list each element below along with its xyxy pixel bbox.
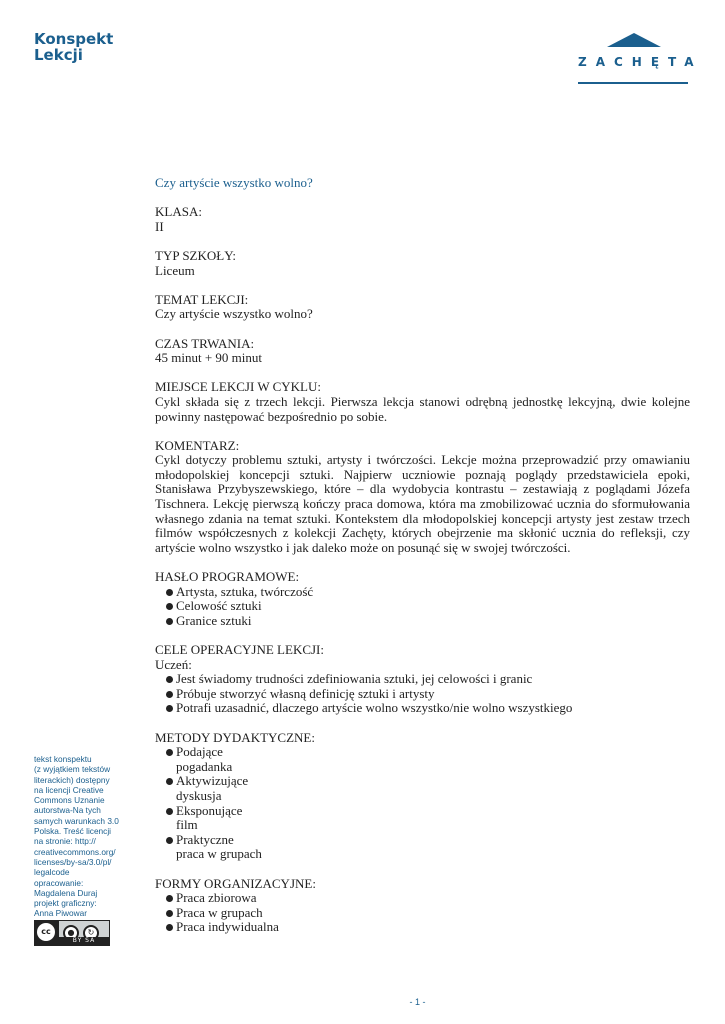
sidebar-line: tekst konspektu — [34, 754, 92, 764]
lesson-plan-body — [155, 176, 690, 949]
header-title-line1: Konspekt — [34, 30, 114, 48]
sidebar-line: creativecommons.org/ — [34, 846, 116, 857]
document-header-title — [34, 31, 113, 63]
section-metody — [155, 731, 690, 862]
list-item: Próbuje stworzyć własną definicję sztuki i artysty — [155, 687, 690, 702]
cele-list — [155, 672, 690, 716]
list-item: Granice sztuki — [155, 614, 690, 629]
haslo-list — [155, 585, 690, 629]
logo-underline — [578, 82, 688, 84]
sidebar-line: samych warunkach 3.0 — [34, 815, 119, 826]
klasa-label: KLASA: — [155, 204, 202, 220]
list-item: Praca w grupach — [155, 906, 690, 921]
list-item: Potrafi uzasadnić, dlaczego artyście wolno wszystko/nie wolno wszystkiego — [155, 701, 690, 716]
list-item: Praca zbiorowa — [155, 891, 690, 906]
typ-value: Liceum — [155, 262, 195, 278]
miejsce-text: Cykl składa się z trzech lekcji. Pierwsza lekcja stanowi odrębną jednostkę lekcyjną, dwie kolejne powinny następować bezpośrednio po sobie. — [155, 393, 690, 424]
klasa-value: II — [155, 218, 164, 234]
sidebar-line: na licencji Creative — [34, 784, 104, 795]
temat-value: Czy artyście wszystko wolno? — [155, 306, 313, 322]
section-formy — [155, 877, 690, 935]
cc-license-strip — [59, 937, 109, 945]
cele-label: CELE OPERACYJNE LEKCJI: — [155, 642, 324, 657]
section-temat — [155, 293, 690, 322]
typ-label: TYP SZKOŁY: — [155, 247, 237, 263]
sidebar-line: Magdalena Duraj — [34, 887, 98, 898]
section-komentarz — [155, 439, 690, 556]
section-typ-szkoly — [155, 249, 690, 278]
cc-sa-label: SA — [85, 937, 96, 944]
cc-logo-block — [35, 921, 59, 945]
section-klasa — [155, 205, 690, 234]
miejsce-label: MIEJSCE LEKCJI W CYKLU: — [155, 379, 321, 395]
czas-value: 45 minut + 90 minut — [155, 350, 263, 366]
list-item: Praca indywidualna — [155, 920, 690, 935]
document-title: Czy artyście wszystko wolno? — [155, 175, 313, 190]
list-item: Podające — [155, 745, 690, 760]
person-icon: ● — [63, 925, 79, 941]
sidebar-line: na stronie: http:// — [34, 836, 96, 847]
zacheta-logo — [578, 33, 703, 93]
list-item: Celowość sztuki — [155, 599, 690, 614]
list-item: Praktyczne — [155, 833, 690, 848]
list-item-detail: pogadanka — [176, 758, 233, 774]
czas-label: CZAS TRWANIA: — [155, 335, 255, 351]
list-item-detail: film — [176, 817, 198, 833]
list-item-detail: praca w grupach — [176, 846, 262, 862]
sidebar-line: legalcode — [34, 867, 70, 878]
section-cele — [155, 643, 690, 716]
list-item: Eksponujące — [155, 804, 690, 819]
sidebar-line: literackich) dostępny — [34, 774, 110, 785]
license-sidebar — [34, 754, 134, 919]
cc-icon: cc — [37, 923, 55, 941]
header-title-line2: Lekcji — [34, 46, 83, 64]
haslo-label: HASŁO PROGRAMOWE: — [155, 569, 300, 585]
list-item: Aktywizujące — [155, 774, 690, 789]
section-czas — [155, 337, 690, 366]
metody-label: METODY DYDAKTYCZNE: — [155, 729, 315, 745]
formy-label: FORMY ORGANIZACYJNE: — [155, 875, 316, 891]
temat-label: TEMAT LEKCJI: — [155, 291, 249, 307]
cele-intro: Uczeń: — [155, 656, 192, 672]
sidebar-line: opracowanie: — [34, 877, 84, 888]
sidebar-line: autorstwa-Na tych — [34, 805, 101, 816]
sidebar-line: projekt graficzny: — [34, 898, 97, 909]
sidebar-line: Commons Uznanie — [34, 795, 105, 806]
page-number: - 1 - — [409, 997, 426, 1007]
sidebar-line: (z wyjątkiem tekstów — [34, 764, 111, 775]
komentarz-text: Cykl dotyczy problemu sztuki, artysty i twórczości. Lekcje można przeprowadzić przy omawianiu młodopolskiej koncepcji sztuki. Najpierw uczniowie poznają poglądy przedstawiciela epoki, Stanisława Przybyszewskiego, które – dla wydobycia kontrastu – zestawiają z poglądami Józefa Tischnera. Lekcję pierwszą kończy praca domowa, która ma zmobilizować ucznia do sformułowania własnego zdania na temat sztuki. Kontekstem dla młodopolskiej koncepcji artysty jest zestaw trzech filmów współczesnych z kolekcji Zachęty, których obejrzenie ma skłonić ucznia do refleksji, czy artyście wolno wszystko i jak daleko może on posunąć się w swojej twórczości. — [155, 452, 690, 555]
logo-roof-icon — [607, 33, 661, 47]
sidebar-line: Polska. Treść licencji — [34, 826, 112, 837]
cc-by-sa-badge — [34, 920, 110, 946]
cc-by-label: BY — [72, 937, 83, 944]
section-haslo — [155, 570, 690, 628]
section-miejsce — [155, 380, 690, 424]
komentarz-label: KOMENTARZ: — [155, 437, 240, 453]
share-alike-icon: ↻ — [83, 925, 99, 941]
list-item-detail: dyskusja — [176, 787, 222, 803]
sidebar-line: licenses/by-sa/3.0/pl/ — [34, 856, 112, 867]
formy-list — [155, 891, 690, 935]
list-item: Artysta, sztuka, twórczość — [155, 585, 690, 600]
metody-list — [155, 745, 690, 862]
sidebar-line: Anna Piwowar — [34, 908, 88, 919]
list-item: Jest świadomy trudności zdefiniowania sztuki, jej celowości i granic — [155, 672, 690, 687]
logo-text: ZACHĘTA — [578, 55, 703, 69]
